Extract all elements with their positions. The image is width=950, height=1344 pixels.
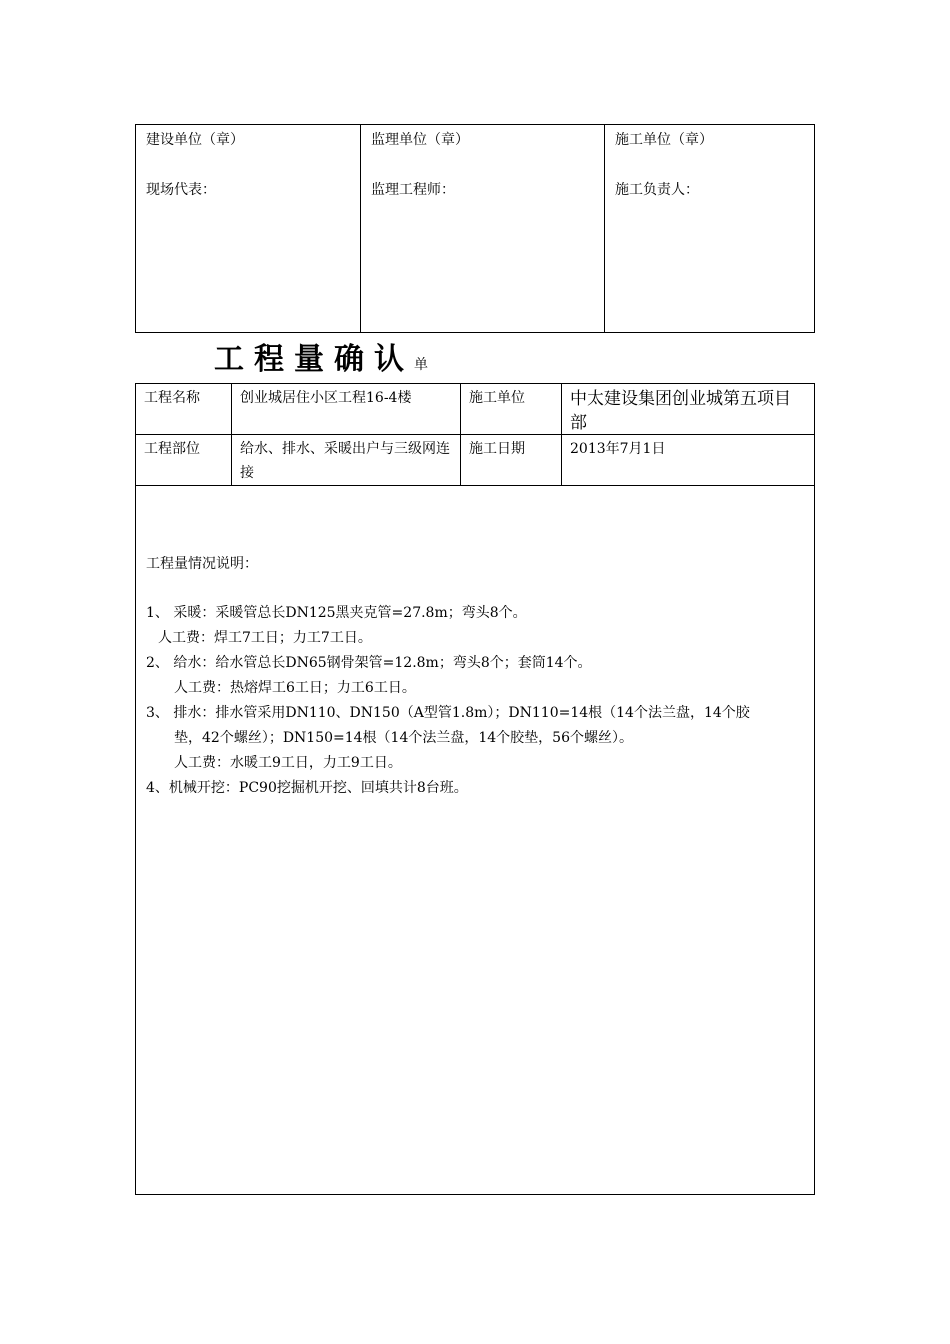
description-line: 3、 排水：排水管采用DN110、DN150（A型管1.8m）；DN110=14根（14个法兰盘，14个胶 [146,705,750,721]
document-title-suffix: 单 [414,357,428,373]
description-line: 1、 采暖：采暖管总长DN125黑夹克管=27.8m；弯头8个。 [146,605,527,621]
description-heading: 工程量情况说明： [146,556,258,572]
description-line: 人工费：焊工7工日；力工7工日。 [158,630,372,646]
document-title [214,340,428,385]
description-line: 4、机械开挖：PC90挖掘机开挖、回填共计8台班。 [146,780,468,796]
supervision-unit-cell [360,125,604,332]
date-value: 2013年7月1日 [561,435,814,485]
contractor-unit-label: 施工单位（章） [615,132,713,148]
contractor-label: 施工单位 [460,384,561,434]
date-label: 施工日期 [460,435,561,485]
description-line: 2、 给水：给水管总长DN65钢骨架管=12.8m；弯头8个；套筒14个。 [146,655,592,671]
table-row [136,384,814,435]
description-line: 人工费：水暖工9工日，力工9工日。 [174,755,402,771]
site-representative-label: 现场代表： [146,182,216,198]
contractor-unit-cell [604,125,814,332]
construction-unit-label: 建设单位（章） [146,132,244,148]
quantity-description [136,486,814,1194]
document-title-main: 工程量确认 [214,342,414,377]
location-label: 工程部位 [144,441,200,457]
project-info-table [135,383,815,1195]
construction-unit-cell [136,125,360,332]
description-line: 垫，42个螺丝）；DN150=14根（14个法兰盘，14个胶垫，56个螺丝）。 [174,730,633,746]
contractor-value: 中太建设集团创业城第五项目部 [561,384,814,434]
location-value: 给水、排水、采暖出户与三级网连接 [231,435,460,485]
signature-table [135,124,815,333]
supervising-engineer-label: 监理工程师： [371,182,455,198]
supervision-unit-label: 监理单位（章） [371,132,469,148]
description-line: 人工费：热熔焊工6工日；力工6工日。 [174,680,416,696]
project-name-label: 工程名称 [144,390,200,406]
contractor-manager-label: 施工负责人： [615,182,699,198]
project-name-value: 创业城居住小区工程16-4楼 [231,384,460,434]
table-row [136,435,814,486]
